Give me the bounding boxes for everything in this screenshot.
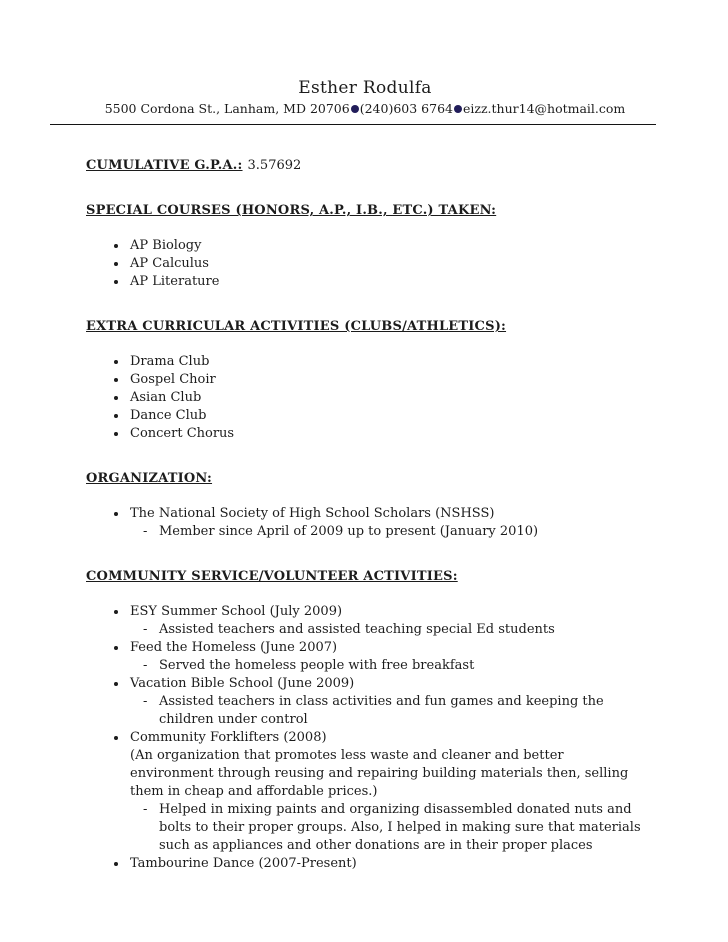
sub-item <box>130 801 644 855</box>
section-title-special-courses: SPECIAL COURSES (HONORS, A.P., I.B., ETC.) TAKEN: <box>86 203 497 218</box>
list-item: • AP Literature <box>128 273 644 291</box>
organization-name: The National Society of High School Scholars (NSHSS) <box>130 506 495 521</box>
contact-line <box>86 100 644 118</box>
phone-text: (240)603 6764 <box>359 101 453 116</box>
address-text: 5500 Cordona St., Lanham, MD 20706 <box>104 101 350 116</box>
list-item: • Dance Club <box>128 407 644 425</box>
list-item: • Gospel Choir <box>128 371 644 389</box>
dash-marker: - <box>143 658 148 673</box>
list-item: • Drama Club <box>128 353 644 371</box>
activity-name: Feed the Homeless (June 2007) <box>130 640 338 655</box>
list-item <box>128 855 644 873</box>
list-item: • Asian Club <box>128 389 644 407</box>
section-title-organization: ORGANIZATION: <box>86 471 213 486</box>
list-item <box>128 729 644 855</box>
dash-marker: - <box>143 694 148 709</box>
list-item <box>128 639 644 675</box>
gpa-value: 3.57692 <box>247 158 302 173</box>
section-title-community-service: COMMUNITY SERVICE/VOLUNTEER ACTIVITIES: <box>86 569 458 584</box>
list-item: • AP Biology <box>128 237 644 255</box>
sub-item <box>130 523 644 541</box>
dash-marker: - <box>143 524 148 539</box>
sub-item <box>130 657 644 675</box>
activity-name: ESY Summer School (July 2009) <box>130 604 343 619</box>
activity-note: (An organization that promotes less waste and cleaner and better environment through reusing and repairing building materials then, selling them in cheap and affordable prices.) <box>130 748 629 799</box>
sub-item <box>130 693 644 729</box>
list-item <box>128 675 644 729</box>
bullet-separator-icon <box>351 105 359 113</box>
activity-name: Tambourine Dance (2007-Present) <box>130 856 357 871</box>
activity-name: Vacation Bible School (June 2009) <box>130 676 355 691</box>
sub-item-text: Helped in mixing paints and organizing disassembled donated nuts and bolts to their proper groups. Also, I helped in making sure that materials such as appliances and other donations are in their proper places <box>159 802 641 853</box>
sub-item-text: Assisted teachers and assisted teaching special Ed students <box>159 622 555 637</box>
community-service-list <box>86 603 644 873</box>
extra-curricular-list <box>86 353 644 443</box>
section-title-extra-curricular: EXTRA CURRICULAR ACTIVITIES (CLUBS/ATHLETICS): <box>86 319 507 334</box>
gpa-label: CUMULATIVE G.P.A.: <box>86 158 243 173</box>
sub-item-text: Assisted teachers in class activities and fun games and keeping the children under control <box>159 694 604 727</box>
bullet-separator-icon <box>454 105 462 113</box>
dash-marker: - <box>143 622 148 637</box>
list-item <box>128 603 644 639</box>
list-item: • AP Calculus <box>128 255 644 273</box>
special-courses-list <box>86 237 644 291</box>
dash-marker: - <box>143 802 148 817</box>
sub-item-text: Served the homeless people with free breakfast <box>159 658 475 673</box>
list-item: • Concert Chorus <box>128 425 644 443</box>
sub-item-text: Member since April of 2009 up to present (January 2010) <box>159 524 539 539</box>
organization-list <box>86 505 644 541</box>
list-item <box>128 505 644 541</box>
resume-header <box>86 78 644 125</box>
email-text: eizz.thur14@hotmail.com <box>462 101 626 116</box>
activity-name: Community Forklifters (2008) <box>130 730 327 745</box>
person-name: Esther Rodulfa <box>298 78 432 98</box>
gpa-line <box>86 157 644 175</box>
header-divider <box>50 124 656 125</box>
sub-item <box>130 621 644 639</box>
